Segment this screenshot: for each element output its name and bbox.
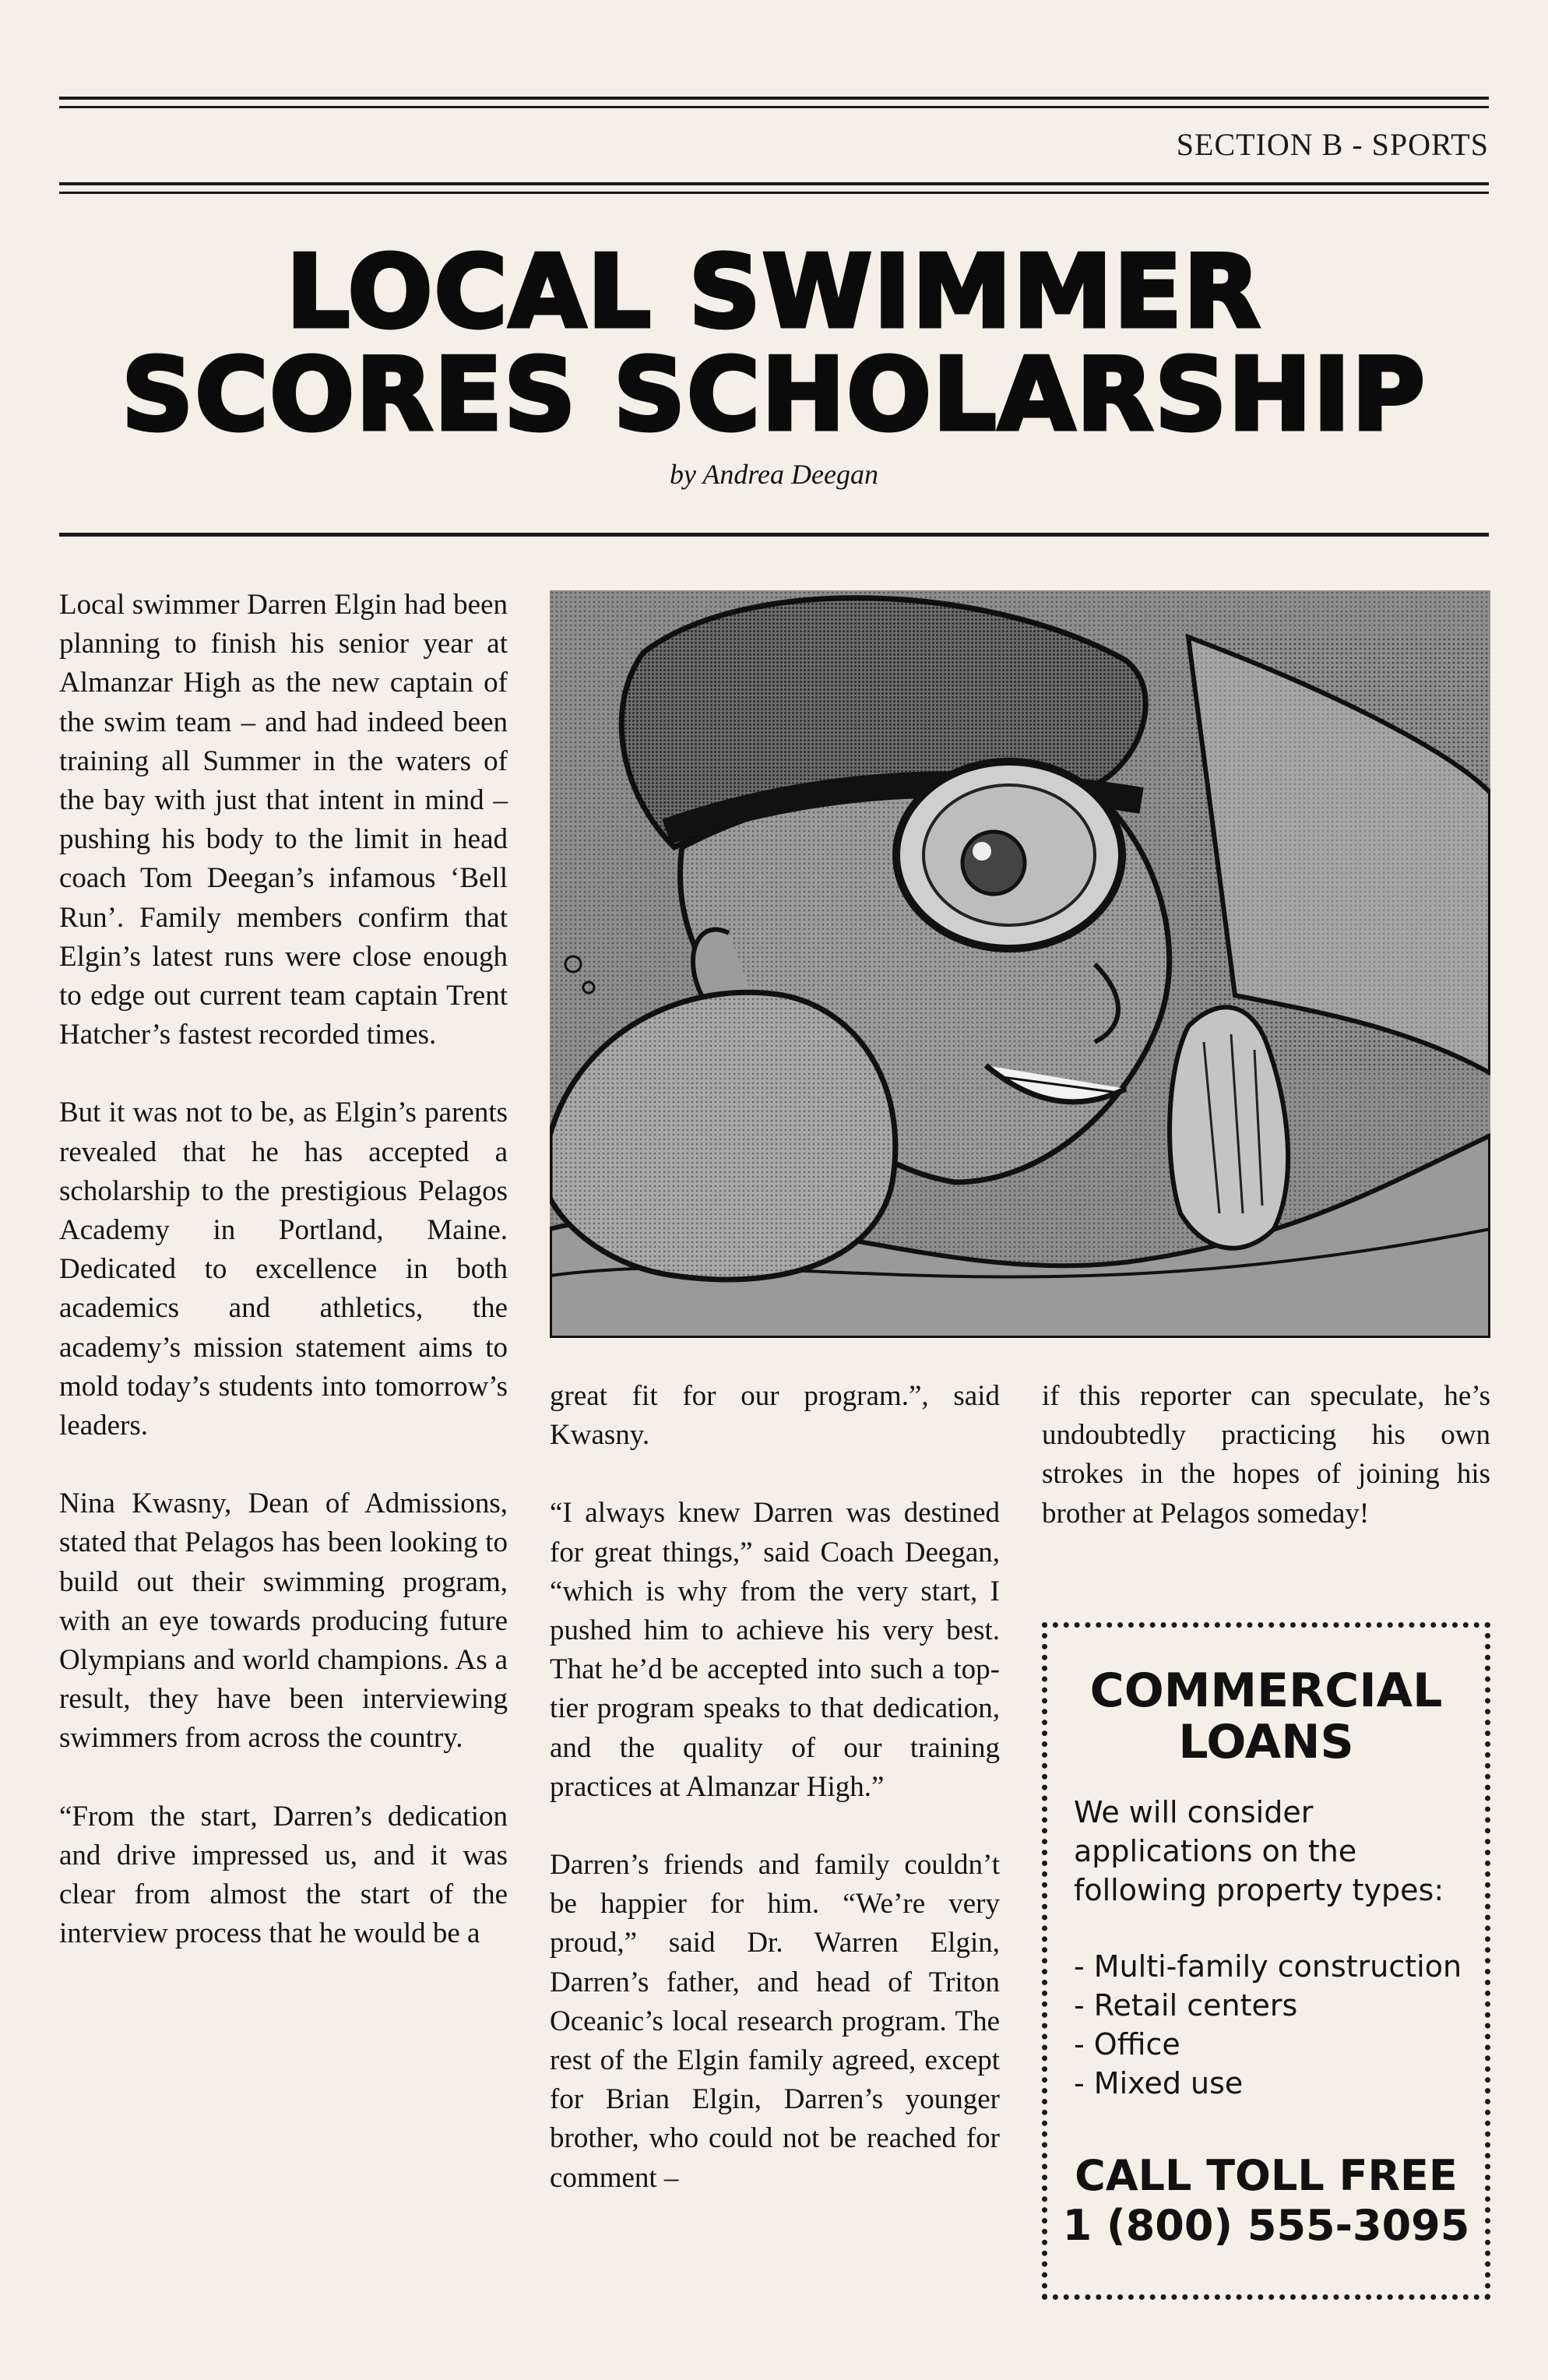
ad-title-line-1: COMMERCIAL (1089, 1664, 1443, 1718)
ad-intro-line: following property types: (1074, 1873, 1444, 1907)
commercial-loans-ad (1042, 1622, 1490, 2300)
article-column-2 (550, 1377, 1000, 2237)
paragraph: great fit for our program.”, said Kwasny. (550, 1380, 1000, 1452)
ad-intro (1074, 1793, 1469, 1910)
top-rule (59, 97, 1489, 100)
list-item: - Office (1074, 2027, 1180, 2061)
ad-call-to-action (1047, 2151, 1485, 2251)
header-rule-thin (59, 192, 1489, 194)
byline: by Andrea Deegan (670, 459, 878, 490)
article-column-1 (59, 586, 508, 1993)
swimmer-illustration (550, 590, 1490, 1338)
property-type-list (1074, 1947, 1479, 2103)
ad-cta-line-1: CALL TOLL FREE (1075, 2151, 1458, 2200)
headline-line-1: LOCAL SWIMMER (286, 234, 1262, 350)
top-rule-thin (59, 106, 1489, 108)
list-item: - Multi-family construction (1074, 1949, 1462, 1984)
headline-line-2: SCORES SCHOLARSHIP (121, 337, 1427, 453)
ad-intro-line: applications on the (1074, 1834, 1357, 1868)
section-label: SECTION B - SPORTS (1176, 127, 1489, 162)
list-item: - Retail centers (1074, 1988, 1298, 2023)
list-item: - Mixed use (1074, 2066, 1244, 2100)
article-photo (550, 590, 1490, 1338)
paragraph: Darren’s friends and family couldn’t be happier for him. “We’re very proud,” said Dr. Warren Elgin, Darren’s father, and head of Triton Oceanic’s local research program. The rest of the Elgin family agreed, except for Brian Elgin, Darren’s younger brother, who could not be reached for comment – (550, 1849, 1000, 2194)
header-rule (59, 182, 1489, 185)
ad-title (1047, 1665, 1485, 1768)
paragraph: if this reporter can speculate, he’s undoubtedly practicing his own strokes in the hopes of joining his brother at Pelagos someday! (1042, 1380, 1490, 1530)
paragraph: Local swimmer Darren Elgin had been planning to finish his senior year at Almanzar High as the new captain of the swim team – and had indeed been training all Summer in the waters of the bay with just that intent in mind – pushing his body to the limit in head coach Tom Deegan’s infamous ‘Bell Run’. Family members confirm that Elgin’s latest runs were close enough to edge out current team captain Trent Hatcher’s fastest recorded times. (59, 589, 508, 1051)
paragraph: Nina Kwasny, Dean of Admissions, stated that Pelagos has been looking to build out their swimming program, with an eye towards producing future Olympians and world champions. As a result, they have been interviewing swimmers from across the country. (59, 1488, 508, 1755)
headline-rule (59, 533, 1489, 537)
paragraph: But it was not to be, as Elgin’s parents revealed that he has accepted a scholarship to the prestigious Pelagos Academy in Portland, Maine. Dedicated to excellence in both academics and athletics, the academy’s mission statement aims to mold today’s students into tomorrow’s leaders. (59, 1097, 508, 1442)
ad-phone-number: 1 (800) 555-3095 (1062, 2201, 1470, 2250)
ad-title-line-2: LOANS (1178, 1715, 1354, 1769)
paragraph: “I always knew Darren was destined for great things,” said Coach Deegan, “which is why from the very start, I pushed him to achieve his very best. That he’d be accepted into such a top-tier program speaks to that dedication, and the quality of our training practices at Almanzar High.” (550, 1497, 1000, 1803)
paragraph: “From the start, Darren’s dedication and drive impressed us, and it was clear from almost the start of the interview process that he would be a (59, 1800, 508, 1950)
article-column-3 (1042, 1377, 1490, 1572)
headline (59, 234, 1489, 453)
ad-intro-line: We will consider (1074, 1795, 1314, 1829)
